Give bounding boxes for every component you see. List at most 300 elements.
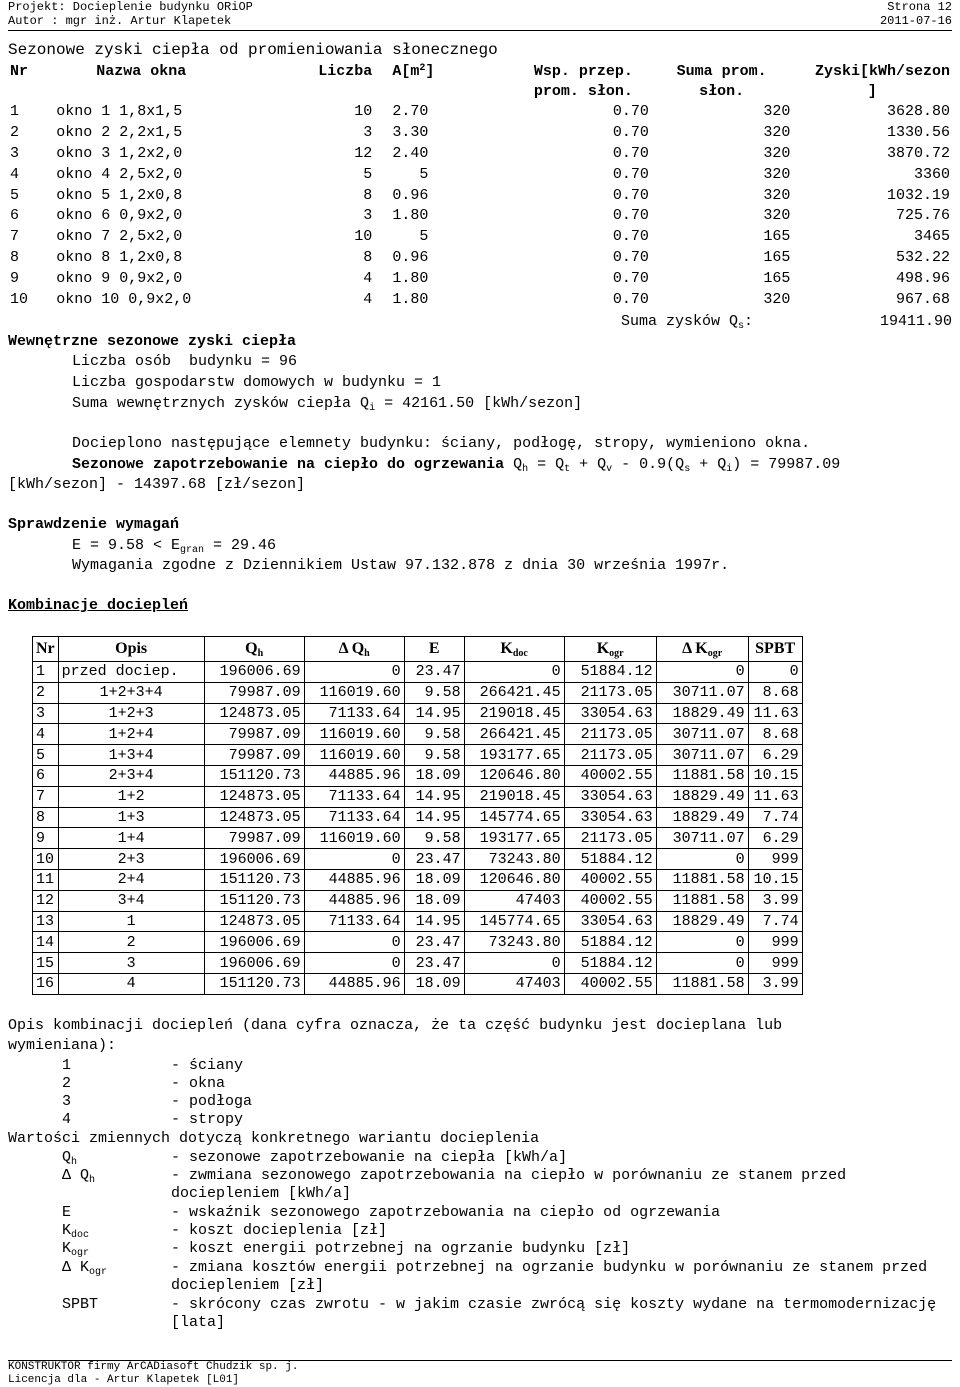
combinations-title: Kombinacje dociepleń bbox=[8, 597, 189, 614]
col-nr: Nr bbox=[33, 637, 59, 662]
cell-kdoc: 266421.45 bbox=[464, 724, 564, 745]
cell-spbt: 10.15 bbox=[748, 869, 802, 890]
cell-nr: 9 bbox=[33, 828, 59, 849]
cell-delta-kogr: 30711.07 bbox=[656, 745, 748, 766]
cell-spbt: 7.74 bbox=[748, 807, 802, 828]
cell-qh: 196006.69 bbox=[204, 849, 304, 870]
cell-count: 3 bbox=[363, 124, 373, 142]
internal-gains-sum: Suma wewnętrznych zysków ciepła $Q_i = 42161.50$ [kWh/sezon] bbox=[72, 395, 583, 414]
cell-count: 3 bbox=[363, 207, 373, 225]
cell-nr: 3 bbox=[33, 703, 59, 724]
var-spbt-desc-2: [lata] bbox=[171, 1314, 226, 1331]
cell-qh: 196006.69 bbox=[204, 953, 304, 974]
cell-opis: 1+3+4 bbox=[58, 745, 204, 766]
cell-nr: 2 bbox=[33, 682, 59, 703]
var-dqh-key: Δ $Q_h$ bbox=[62, 1167, 96, 1186]
cell-count: 8 bbox=[363, 248, 373, 266]
cell-delta-kogr: 18829.49 bbox=[656, 911, 748, 932]
cell-kdoc: 145774.65 bbox=[464, 911, 564, 932]
cell-e: 23.47 bbox=[404, 849, 464, 870]
cell-qh: 124873.05 bbox=[204, 911, 304, 932]
cell-sum: 320 bbox=[763, 124, 791, 142]
cell-delta-kogr: 11881.58 bbox=[656, 973, 748, 994]
project-name: Projekt: Docieplenie budynku ORiOP bbox=[8, 0, 253, 14]
cell-sum: 320 bbox=[763, 165, 791, 183]
footer-software: KONSTRUKTOR firmy ArCADiasoft Chudzik sp. j. bbox=[8, 1361, 299, 1373]
cell-spbt: 8.68 bbox=[748, 682, 802, 703]
col-e: E bbox=[404, 637, 464, 662]
col-delta-kogr: Δ $K_{ogr}$ bbox=[656, 637, 748, 662]
col-gain: Zyski[kWh/sezon ] bbox=[814, 63, 950, 100]
cell-nr: 12 bbox=[33, 890, 59, 911]
cell-area: 5 bbox=[419, 228, 429, 246]
cell-e: 18.09 bbox=[404, 765, 464, 786]
table-row bbox=[8, 227, 952, 248]
cell-delta-kogr: 11881.58 bbox=[656, 869, 748, 890]
col-name: Nazwa okna bbox=[96, 63, 187, 80]
var-kdoc-desc: - koszt docieplenia [zł] bbox=[171, 1222, 388, 1239]
cell-kogr: 33054.63 bbox=[564, 786, 656, 807]
cell-qh: 151120.73 bbox=[204, 890, 304, 911]
cell-delta-qh: 71133.64 bbox=[304, 703, 404, 724]
cell-area: 0.96 bbox=[392, 186, 429, 204]
cell-spbt: 8.68 bbox=[748, 724, 802, 745]
table-row bbox=[8, 289, 952, 310]
page-footer bbox=[8, 1360, 952, 1387]
cell-delta-qh: 0 bbox=[304, 953, 404, 974]
cell-spbt: 7.74 bbox=[748, 911, 802, 932]
cell-sum: 320 bbox=[763, 103, 791, 121]
var-kdoc-key: $K_{doc}$ bbox=[62, 1222, 90, 1241]
cell-kogr: 33054.63 bbox=[564, 911, 656, 932]
cell-sum: 165 bbox=[763, 269, 791, 287]
cell-gain: 1032.19 bbox=[886, 186, 950, 204]
legend-value-3: - podłoga bbox=[171, 1093, 253, 1110]
cell-delta-kogr: 18829.49 bbox=[656, 786, 748, 807]
table-row bbox=[33, 932, 803, 953]
cell-kogr: 51884.12 bbox=[564, 849, 656, 870]
solar-gains-sum: Suma zysków $Q_s$: bbox=[621, 313, 754, 332]
cell-opis: 2+3 bbox=[58, 849, 204, 870]
cell-count: 10 bbox=[354, 228, 373, 246]
cell-qh: 151120.73 bbox=[204, 869, 304, 890]
col-nr: Nr bbox=[10, 63, 29, 80]
table-row bbox=[8, 268, 952, 289]
cell-kdoc: 219018.45 bbox=[464, 786, 564, 807]
persons-count: Liczba osób budynku = 96 bbox=[72, 353, 298, 370]
cell-qh: 79987.09 bbox=[204, 828, 304, 849]
cell-coef: 0.70 bbox=[612, 124, 649, 142]
heat-demand: Sezonowe zapotrzebowanie na ciepło do ogrzewania $Q_h = Q_t + Q_v - 0.9(Q_s + Q_i) = 79987.09$ bbox=[72, 456, 841, 475]
var-dqh-desc: - zwmiana sezonowego zapotrzebowania na ciepło w porównaniu ze stanem przed bbox=[171, 1167, 847, 1184]
combinations-table bbox=[32, 636, 803, 995]
insulated-elements: Docieplono następujące elemnety budynku: ściany, podłogę, stropy, wymieniono okna. bbox=[72, 435, 811, 452]
cell-nr: 1 bbox=[10, 103, 20, 121]
table-row bbox=[8, 164, 952, 185]
cell-name: okno 4 2,5x2,0 bbox=[56, 165, 183, 183]
cell-kogr: 40002.55 bbox=[564, 869, 656, 890]
cell-sum: 165 bbox=[763, 248, 791, 266]
combinations-desc-intro: Opis kombinacji dociepleń (dana cyfra oznacza, że ta część budynku jest docieplana lub bbox=[8, 1017, 783, 1034]
table-row bbox=[33, 786, 803, 807]
table-row bbox=[33, 890, 803, 911]
cell-gain: 967.68 bbox=[895, 290, 950, 308]
cell-count: 4 bbox=[363, 290, 373, 308]
cell-kogr: 21173.05 bbox=[564, 724, 656, 745]
cell-nr: 8 bbox=[10, 248, 20, 266]
cell-kogr: 40002.55 bbox=[564, 973, 656, 994]
table-row bbox=[33, 828, 803, 849]
var-dkogr-key: Δ $K_{ogr}$ bbox=[62, 1259, 108, 1278]
cell-count: 4 bbox=[363, 269, 373, 287]
cell-qh: 151120.73 bbox=[204, 765, 304, 786]
cell-e: 14.95 bbox=[404, 786, 464, 807]
cell-coef: 0.70 bbox=[612, 186, 649, 204]
cell-count: 12 bbox=[354, 144, 373, 162]
cell-spbt: 10.15 bbox=[748, 765, 802, 786]
cell-e: 9.58 bbox=[404, 724, 464, 745]
cell-kogr: 40002.55 bbox=[564, 890, 656, 911]
cell-opis: 1+2 bbox=[58, 786, 204, 807]
cell-delta-kogr: 0 bbox=[656, 849, 748, 870]
requirements-note: Wymagania zgodne z Dziennikiem Ustaw 97.132.878 z dnia 30 września 1997r. bbox=[72, 557, 730, 574]
cell-kdoc: 0 bbox=[464, 662, 564, 683]
cell-nr: 2 bbox=[10, 124, 20, 142]
cell-delta-qh: 44885.96 bbox=[304, 765, 404, 786]
cell-kogr: 21173.05 bbox=[564, 745, 656, 766]
cell-coef: 0.70 bbox=[612, 165, 649, 183]
requirements-title: Sprawdzenie wymagań bbox=[8, 516, 180, 533]
cell-nr: 16 bbox=[33, 973, 59, 994]
cell-kdoc: 145774.65 bbox=[464, 807, 564, 828]
cell-kdoc: 120646.80 bbox=[464, 869, 564, 890]
table-row bbox=[33, 745, 803, 766]
cell-gain: 498.96 bbox=[895, 269, 950, 287]
var-dkogr-desc-2: dociepleniem [zł] bbox=[171, 1277, 325, 1294]
cell-gain: 725.76 bbox=[895, 207, 950, 225]
cell-spbt: 6.29 bbox=[748, 828, 802, 849]
cell-nr: 5 bbox=[33, 745, 59, 766]
cell-e: 9.58 bbox=[404, 682, 464, 703]
cell-nr: 10 bbox=[10, 290, 29, 308]
cell-spbt: 999 bbox=[748, 953, 802, 974]
cell-kdoc: 193177.65 bbox=[464, 828, 564, 849]
cell-opis: 3 bbox=[58, 953, 204, 974]
cell-nr: 13 bbox=[33, 911, 59, 932]
cell-delta-kogr: 0 bbox=[656, 662, 748, 683]
cell-opis: 1+2+3+4 bbox=[58, 682, 204, 703]
cell-e: 23.47 bbox=[404, 932, 464, 953]
internal-gains-title: Wewnętrzne sezonowe zyski ciepła bbox=[8, 333, 297, 350]
cell-area: 5 bbox=[419, 165, 429, 183]
table-row bbox=[33, 807, 803, 828]
cell-delta-kogr: 30711.07 bbox=[656, 828, 748, 849]
cell-delta-kogr: 18829.49 bbox=[656, 703, 748, 724]
cell-delta-qh: 71133.64 bbox=[304, 786, 404, 807]
table-row bbox=[33, 724, 803, 745]
combinations-desc-intro-2: wymieniana): bbox=[8, 1037, 117, 1054]
cell-opis: 2+3+4 bbox=[58, 765, 204, 786]
cell-e: 9.58 bbox=[404, 745, 464, 766]
legend-value-2: - okna bbox=[171, 1075, 226, 1092]
table-header-row bbox=[8, 62, 952, 102]
cell-kdoc: 47403 bbox=[464, 973, 564, 994]
table-row bbox=[33, 911, 803, 932]
cell-nr: 4 bbox=[33, 724, 59, 745]
cell-delta-kogr: 11881.58 bbox=[656, 765, 748, 786]
cell-sum: 320 bbox=[763, 290, 791, 308]
cell-kdoc: 0 bbox=[464, 953, 564, 974]
cell-opis: 2 bbox=[58, 932, 204, 953]
cell-e: 18.09 bbox=[404, 869, 464, 890]
var-kogr-desc: - koszt energii potrzebnej na ogrzanie budynku [zł] bbox=[171, 1240, 631, 1257]
cell-spbt: 3.99 bbox=[748, 973, 802, 994]
cell-kogr: 21173.05 bbox=[564, 682, 656, 703]
cell-e: 18.09 bbox=[404, 890, 464, 911]
var-dkogr-desc: - zmiana kosztów energii potrzebnej na ogrzanie budynku w porównaniu ze stanem przed bbox=[171, 1259, 928, 1276]
cell-name: okno 2 2,2x1,5 bbox=[56, 124, 183, 142]
cell-nr: 11 bbox=[33, 869, 59, 890]
cell-sum: 320 bbox=[763, 207, 791, 225]
cell-area: 2.40 bbox=[392, 144, 429, 162]
cell-opis: 3+4 bbox=[58, 890, 204, 911]
cell-kogr: 33054.63 bbox=[564, 703, 656, 724]
legend-key-4: 4 bbox=[62, 1111, 72, 1128]
cell-delta-qh: 0 bbox=[304, 662, 404, 683]
cell-kogr: 40002.55 bbox=[564, 765, 656, 786]
cell-spbt: 11.63 bbox=[748, 786, 802, 807]
cell-delta-kogr: 11881.58 bbox=[656, 890, 748, 911]
cell-coef: 0.70 bbox=[612, 228, 649, 246]
cell-delta-kogr: 0 bbox=[656, 953, 748, 974]
table-row bbox=[8, 144, 952, 165]
header-left bbox=[8, 0, 253, 28]
cell-kdoc: 120646.80 bbox=[464, 765, 564, 786]
cell-opis: 1+3 bbox=[58, 807, 204, 828]
var-spbt-desc: - skrócony czas zwrotu - w jakim czasie zwrócą się koszty wydane na termomodernizację bbox=[171, 1296, 937, 1313]
heat-demand-cost: [kWh/sezon] - 14397.68 [zł/sezon] bbox=[8, 476, 306, 493]
cell-kdoc: 193177.65 bbox=[464, 745, 564, 766]
cell-delta-qh: 116019.60 bbox=[304, 745, 404, 766]
var-kogr-key: $K_{ogr}$ bbox=[62, 1240, 90, 1259]
cell-opis: 2+4 bbox=[58, 869, 204, 890]
cell-delta-qh: 0 bbox=[304, 849, 404, 870]
cell-delta-kogr: 30711.07 bbox=[656, 682, 748, 703]
var-dqh-desc-2: dociepleniem [kWh/a] bbox=[171, 1185, 352, 1202]
cell-gain: 3870.72 bbox=[886, 144, 950, 162]
col-area: $A[m^2]$ bbox=[392, 63, 435, 80]
cell-e: 9.58 bbox=[404, 828, 464, 849]
cell-kogr: 51884.12 bbox=[564, 953, 656, 974]
cell-coef: 0.70 bbox=[612, 290, 649, 308]
table-row bbox=[33, 973, 803, 994]
table-row bbox=[8, 206, 952, 227]
author-name: Autor : mgr inż. Artur Klapetek bbox=[8, 14, 232, 28]
footer-license: Licencja dla - Artur Klapetek [L01] bbox=[8, 1374, 240, 1386]
cell-nr: 14 bbox=[33, 932, 59, 953]
cell-nr: 5 bbox=[10, 186, 20, 204]
cell-coef: 0.70 bbox=[612, 103, 649, 121]
cell-delta-qh: 116019.60 bbox=[304, 828, 404, 849]
cell-qh: 79987.09 bbox=[204, 745, 304, 766]
col-qh: $Q_h$ bbox=[204, 637, 304, 662]
cell-kogr: 21173.05 bbox=[564, 828, 656, 849]
cell-qh: 79987.09 bbox=[204, 724, 304, 745]
cell-e: 18.09 bbox=[404, 973, 464, 994]
cell-name: okno 10 0,9x2,0 bbox=[56, 290, 192, 308]
cell-spbt: 3.99 bbox=[748, 890, 802, 911]
cell-e: 14.95 bbox=[404, 807, 464, 828]
cell-delta-qh: 116019.60 bbox=[304, 724, 404, 745]
cell-delta-kogr: 0 bbox=[656, 932, 748, 953]
cell-kdoc: 266421.45 bbox=[464, 682, 564, 703]
table-row bbox=[8, 248, 952, 269]
cell-kdoc: 47403 bbox=[464, 890, 564, 911]
legend-value-1: - ściany bbox=[171, 1057, 244, 1074]
col-kogr: $K_{ogr}$ bbox=[564, 637, 656, 662]
report-date: 2011-07-16 bbox=[879, 14, 952, 28]
cell-gain: 3465 bbox=[913, 228, 950, 246]
cell-delta-qh: 44885.96 bbox=[304, 869, 404, 890]
table-row bbox=[33, 849, 803, 870]
cell-name: okno 6 0,9x2,0 bbox=[56, 207, 183, 225]
table-row bbox=[33, 765, 803, 786]
cell-nr: 4 bbox=[10, 165, 20, 183]
e-indicator: $E = 9.58 < E_{gran} = 29.46$ bbox=[72, 537, 277, 556]
households-count: Liczba gospodarstw domowych w budynku = 1 bbox=[72, 374, 442, 391]
cell-name: okno 9 0,9x2,0 bbox=[56, 269, 183, 287]
cell-nr: 15 bbox=[33, 953, 59, 974]
cell-gain: 3360 bbox=[913, 165, 950, 183]
table-row bbox=[33, 682, 803, 703]
cell-name: okno 1 1,8x1,5 bbox=[56, 103, 183, 121]
cell-delta-qh: 116019.60 bbox=[304, 682, 404, 703]
cell-gain: 532.22 bbox=[895, 248, 950, 266]
cell-coef: 0.70 bbox=[612, 144, 649, 162]
cell-spbt: 6.29 bbox=[748, 745, 802, 766]
table-row bbox=[33, 869, 803, 890]
cell-opis: 1 bbox=[58, 911, 204, 932]
cell-gain: 1330.56 bbox=[886, 124, 950, 142]
cell-name: okno 5 1,2x0,8 bbox=[56, 186, 183, 204]
cell-coef: 0.70 bbox=[612, 248, 649, 266]
cell-opis: 1+2+3 bbox=[58, 703, 204, 724]
cell-kogr: 51884.12 bbox=[564, 662, 656, 683]
cell-area: 1.80 bbox=[392, 290, 429, 308]
cell-qh: 151120.73 bbox=[204, 973, 304, 994]
cell-kogr: 51884.12 bbox=[564, 932, 656, 953]
cell-area: 1.80 bbox=[392, 207, 429, 225]
cell-delta-qh: 44885.96 bbox=[304, 973, 404, 994]
cell-qh: 79987.09 bbox=[204, 682, 304, 703]
cell-spbt: 0 bbox=[748, 662, 802, 683]
var-e-key: E bbox=[62, 1204, 72, 1221]
cell-name: okno 7 2,5x2,0 bbox=[56, 228, 183, 246]
cell-spbt: 11.63 bbox=[748, 703, 802, 724]
cell-sum: 165 bbox=[763, 228, 791, 246]
cell-sum: 320 bbox=[763, 144, 791, 162]
cell-kdoc: 73243.80 bbox=[464, 849, 564, 870]
cell-area: 2.70 bbox=[392, 103, 429, 121]
cell-opis: przed dociep. bbox=[58, 662, 204, 683]
cell-kdoc: 219018.45 bbox=[464, 703, 564, 724]
col-count: Liczba bbox=[318, 63, 373, 80]
table-row bbox=[8, 102, 952, 123]
cell-area: 0.96 bbox=[392, 248, 429, 266]
legend-value-4: - stropy bbox=[171, 1111, 244, 1128]
solar-gains-table bbox=[8, 62, 952, 310]
col-opis: Opis bbox=[58, 637, 204, 662]
col-coef: Wsp. przep. prom. słon. bbox=[533, 63, 633, 100]
col-spbt: SPBT bbox=[748, 637, 802, 662]
cell-spbt: 999 bbox=[748, 932, 802, 953]
cell-qh: 124873.05 bbox=[204, 807, 304, 828]
cell-name: okno 3 1,2x2,0 bbox=[56, 144, 183, 162]
legend-key-1: 1 bbox=[62, 1057, 72, 1074]
solar-gains-title: Sezonowe zyski ciepła od promieniowania słonecznego bbox=[8, 41, 498, 59]
cell-kdoc: 73243.80 bbox=[464, 932, 564, 953]
cell-spbt: 999 bbox=[748, 849, 802, 870]
cell-kogr: 33054.63 bbox=[564, 807, 656, 828]
cell-qh: 196006.69 bbox=[204, 932, 304, 953]
var-qh-key: $Q_h$ bbox=[62, 1149, 78, 1168]
cell-nr: 7 bbox=[10, 228, 20, 246]
cell-count: 10 bbox=[354, 103, 373, 121]
cell-e: 23.47 bbox=[404, 662, 464, 683]
variables-title: Wartości zmiennych dotyczą konkretnego wariantu docieplenia bbox=[8, 1130, 540, 1147]
cell-name: okno 8 1,2x0,8 bbox=[56, 248, 183, 266]
cell-count: 5 bbox=[363, 165, 373, 183]
cell-qh: 196006.69 bbox=[204, 662, 304, 683]
cell-opis: 4 bbox=[58, 973, 204, 994]
page-header bbox=[8, 0, 952, 31]
cell-sum: 320 bbox=[763, 186, 791, 204]
table-row bbox=[33, 662, 803, 683]
cell-delta-qh: 71133.64 bbox=[304, 911, 404, 932]
cell-nr: 6 bbox=[33, 765, 59, 786]
cell-qh: 124873.05 bbox=[204, 786, 304, 807]
cell-nr: 9 bbox=[10, 269, 20, 287]
cell-delta-qh: 0 bbox=[304, 932, 404, 953]
cell-coef: 0.70 bbox=[612, 269, 649, 287]
cell-nr: 1 bbox=[33, 662, 59, 683]
legend-key-2: 2 bbox=[62, 1075, 72, 1092]
legend-key-3: 3 bbox=[62, 1093, 72, 1110]
var-qh-desc: - sezonowe zapotrzebowanie na ciepła [kWh/a] bbox=[171, 1149, 568, 1166]
col-sum: Suma prom. słon. bbox=[676, 63, 767, 100]
table-row bbox=[33, 703, 803, 724]
table-row bbox=[33, 953, 803, 974]
cell-nr: 6 bbox=[10, 207, 20, 225]
cell-e: 14.95 bbox=[404, 703, 464, 724]
table-header-row bbox=[33, 637, 803, 662]
header-right bbox=[880, 0, 952, 28]
var-spbt-key: SPBT bbox=[62, 1296, 99, 1313]
page-number: Strona 12 bbox=[887, 0, 952, 14]
cell-qh: 124873.05 bbox=[204, 703, 304, 724]
cell-opis: 1+2+4 bbox=[58, 724, 204, 745]
cell-e: 14.95 bbox=[404, 911, 464, 932]
col-kdoc: $K_{doc}$ bbox=[464, 637, 564, 662]
cell-gain: 3628.80 bbox=[886, 103, 950, 121]
table-row bbox=[8, 123, 952, 144]
cell-coef: 0.70 bbox=[612, 207, 649, 225]
cell-delta-kogr: 18829.49 bbox=[656, 807, 748, 828]
cell-area: 1.80 bbox=[392, 269, 429, 287]
cell-nr: 7 bbox=[33, 786, 59, 807]
cell-nr: 8 bbox=[33, 807, 59, 828]
cell-count: 8 bbox=[363, 186, 373, 204]
